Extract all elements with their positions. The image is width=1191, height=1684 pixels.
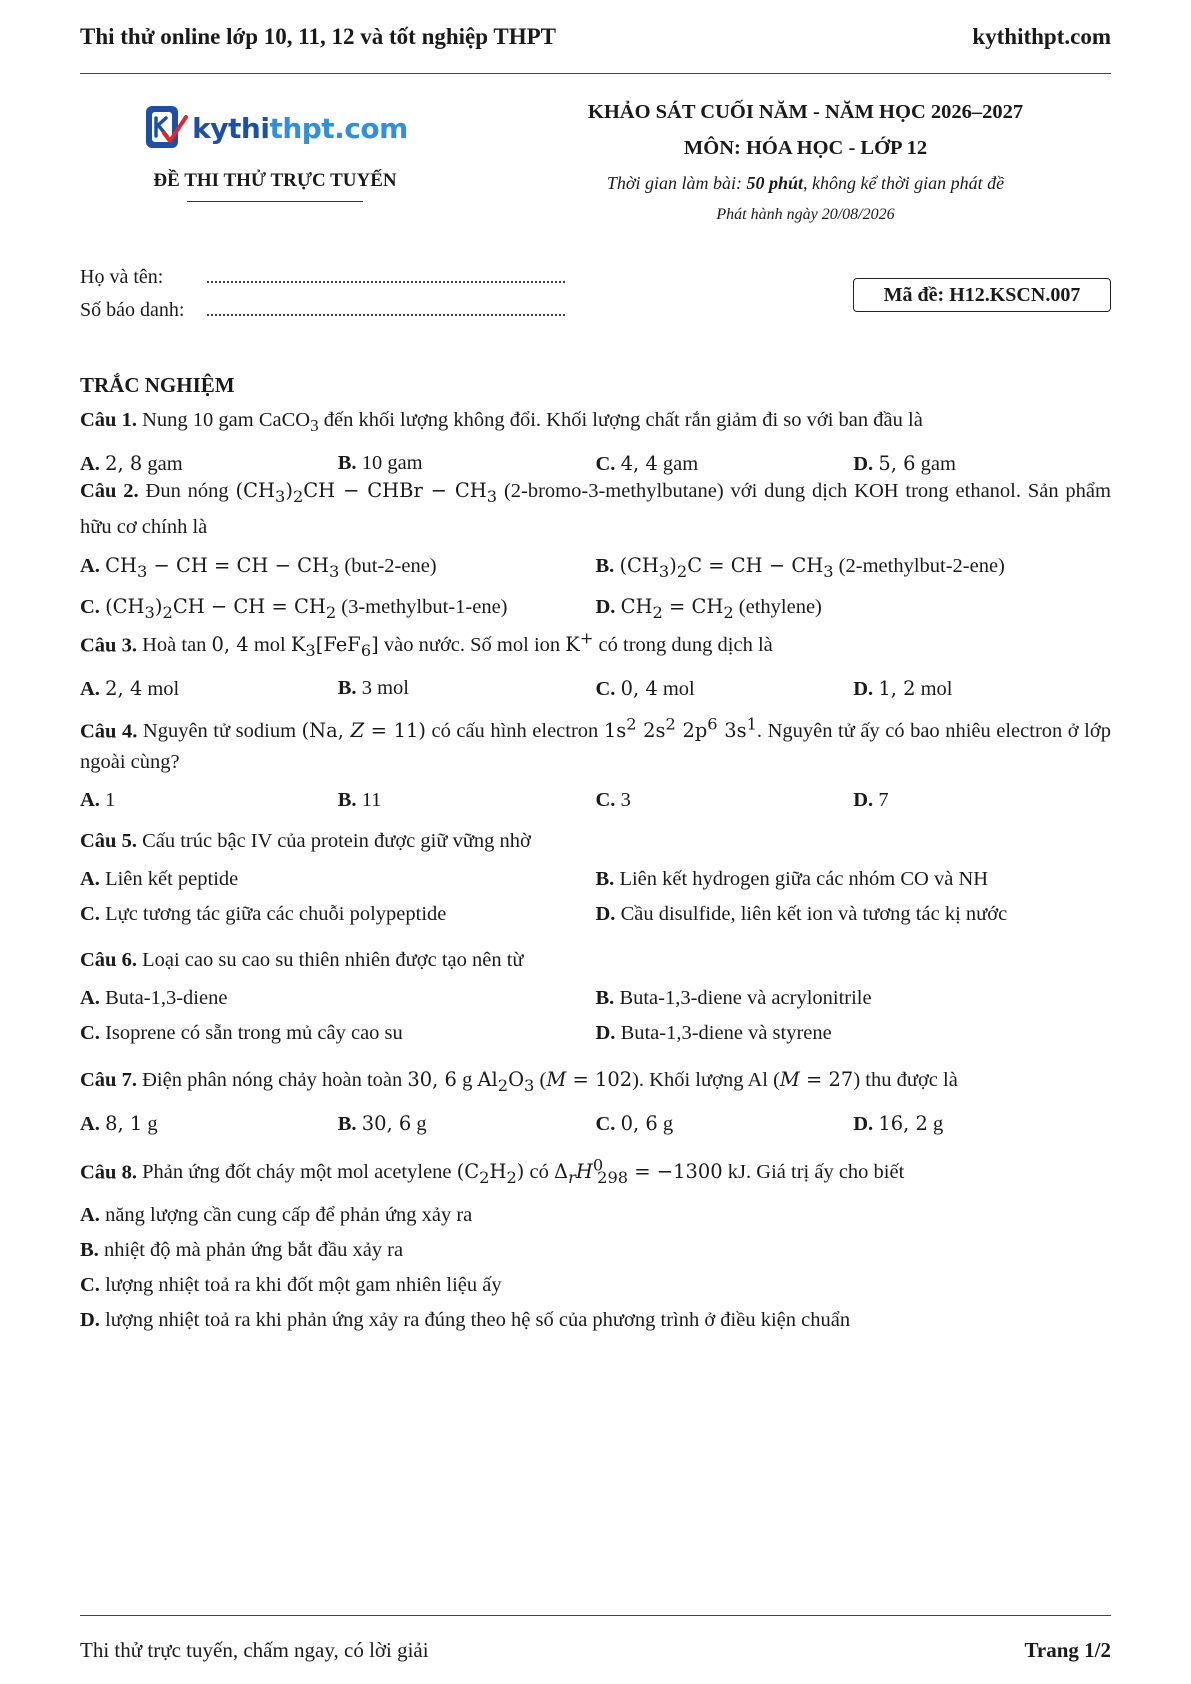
exam-page <box>80 0 1111 1684</box>
question-label: Câu 7. <box>80 1069 137 1091</box>
question-label: Câu 5. <box>80 830 137 852</box>
option-text: 1 <box>99 789 116 812</box>
option-text: 5, 6 gam <box>878 452 956 476</box>
answer-option-b[interactable] <box>596 548 1112 589</box>
name-field[interactable] <box>207 265 565 283</box>
answer-option-a[interactable] <box>80 981 596 1016</box>
answer-option-c[interactable] <box>596 1106 854 1142</box>
answer-option-d[interactable] <box>853 1106 1111 1142</box>
brand-block <box>80 100 470 202</box>
answer-option-a[interactable] <box>80 1198 1111 1233</box>
option-text: 30, 6 g <box>361 1111 427 1135</box>
option-text: Liên kết hydrogen giữa các nhóm CO và NH <box>614 868 989 890</box>
option-letter: A. <box>80 987 100 1009</box>
answer-option-b[interactable] <box>338 783 596 818</box>
answer-option-a[interactable] <box>80 783 338 818</box>
question-2 <box>80 475 1111 630</box>
answer-option-c[interactable] <box>596 671 854 707</box>
exam-release-date: Phát hành ngày 20/08/2026 <box>716 206 895 223</box>
brand-underline <box>187 201 363 202</box>
option-letter: B. <box>337 789 357 812</box>
running-footer <box>80 1638 1111 1663</box>
answer-option-d[interactable] <box>853 671 1111 707</box>
option-letter: B. <box>337 452 357 475</box>
answer-option-a[interactable] <box>80 862 596 897</box>
header-rule <box>80 73 1111 74</box>
option-letter: D. <box>853 1112 874 1135</box>
logo-wordmark: kythithpt.com <box>192 111 408 145</box>
option-text: $(CH_3)_2CH$ − CH = $CH_2$ (3-methylbut-1-ene) <box>105 594 508 622</box>
brand-subtitle: ĐỀ THI THỬ TRỰC TUYẾN <box>153 170 397 191</box>
answer-options <box>80 1198 1111 1338</box>
option-letter: D. <box>595 903 616 925</box>
option-letter: C. <box>595 789 616 812</box>
logo-mark-icon <box>142 103 188 153</box>
option-letter: D. <box>595 595 616 618</box>
question-label: Câu 6. <box>80 949 137 971</box>
option-text: $CH_2 = CH_2$ (ethylene) <box>620 594 822 622</box>
answer-option-b[interactable] <box>80 1233 1111 1268</box>
question-stem <box>80 826 1111 857</box>
option-text: 0, 4 mol <box>620 677 695 701</box>
option-letter: C. <box>595 678 616 701</box>
option-text: Buta-1,3-diene và styrene <box>615 1022 832 1044</box>
option-text: 4, 4 gam <box>620 452 699 476</box>
footer-rule <box>80 1615 1111 1616</box>
option-text: 11 <box>356 789 382 812</box>
question-label: Câu 2. <box>80 480 139 502</box>
option-letter: C. <box>80 903 100 925</box>
option-text: năng lượng cần cung cấp để phản ứng xảy ra <box>99 1204 473 1227</box>
answer-option-a[interactable] <box>80 548 596 589</box>
option-letter: B. <box>595 868 615 890</box>
answer-option-c[interactable] <box>80 1016 596 1051</box>
header-left-text: Thi thử online lớp 10, 11, 12 và tốt nghiệp THPT <box>80 24 556 49</box>
option-text: 7 <box>873 789 889 812</box>
question-7 <box>80 1064 1111 1142</box>
question-text: Loại cao su cao su thiên nhiên được tạo nên từ <box>136 949 524 971</box>
option-letter: B. <box>595 554 615 577</box>
option-letter: A. <box>80 1204 100 1227</box>
question-label: Câu 1. <box>80 409 137 431</box>
option-text: 16, 2 g <box>878 1111 944 1135</box>
section-title: TRẮC NGHIỆM <box>80 373 235 397</box>
question-label: Câu 8. <box>80 1161 137 1184</box>
option-letter: D. <box>853 789 874 812</box>
question-stem <box>80 945 1111 976</box>
running-header <box>80 22 1111 52</box>
option-text: nhiệt độ mà phản ứng bắt đầu xảy ra <box>98 1239 404 1262</box>
option-text: lượng nhiệt toả ra khi đốt một gam nhiên liệu ấy <box>99 1274 502 1297</box>
answer-options <box>80 981 1111 1051</box>
question-text: Đun nóng $(CH_3)_2CH$ − CHBr − $CH_3$ (2-bromo-3-methylbutane) với dung dịch KOH trong ethanol. Sản phẩm hữu cơ chính là <box>80 479 1111 538</box>
option-text: Isoprene có sẵn trong mủ cây cao su <box>99 1022 403 1044</box>
option-text: 3 <box>615 789 631 812</box>
header-site-link[interactable]: kythithpt.com <box>972 24 1111 49</box>
question-1 <box>80 405 1111 482</box>
option-letter: A. <box>80 554 100 577</box>
exam-info <box>500 94 1111 230</box>
answer-option-a[interactable] <box>80 1106 338 1142</box>
option-text: Buta-1,3-diene <box>99 987 228 1009</box>
option-text: 1, 2 mol <box>878 677 953 701</box>
answer-option-b[interactable] <box>338 671 596 707</box>
answer-option-b[interactable] <box>596 862 1112 897</box>
option-letter: D. <box>595 1022 616 1044</box>
option-text: lượng nhiệt toả ra khi phản ứng xảy ra đúng theo hệ số của phương trình ở điều kiện chuẩn <box>99 1309 851 1332</box>
option-letter: C. <box>80 595 100 618</box>
answer-option-c[interactable] <box>80 1268 1111 1303</box>
question-text: Nung 10 gam CaCO$_3$ đến khối lượng không đổi. Khối lượng chất rắn giảm đi so với ban đầu là <box>136 409 923 436</box>
option-letter: B. <box>595 987 615 1009</box>
exam-subject: MÔN: HÓA HỌC - LỚP 12 <box>683 137 928 159</box>
answer-option-c[interactable] <box>596 783 854 818</box>
question-stem <box>80 1064 1111 1101</box>
answer-option-d[interactable] <box>596 1016 1112 1051</box>
option-letter: D. <box>80 1309 100 1332</box>
option-text: Liên kết peptide <box>99 868 239 890</box>
option-text: Cầu disulfide, liên kết ion và tương tác kị nước <box>615 903 1008 925</box>
footer-tagline: Thi thử trực tuyến, chấm ngay, có lời giải <box>80 1638 429 1662</box>
option-letter: A. <box>80 868 100 890</box>
answer-option-d[interactable] <box>80 1303 1111 1338</box>
question-label: Câu 4. <box>80 720 138 743</box>
answer-options <box>80 548 1111 630</box>
option-letter: C. <box>80 1022 100 1044</box>
exam-title: KHẢO SÁT CUỐI NĂM - NĂM HỌC 2026–2027 <box>587 101 1024 123</box>
question-stem <box>80 475 1111 543</box>
question-8 <box>80 1150 1111 1338</box>
option-letter: A. <box>80 789 100 812</box>
answer-option-b[interactable] <box>596 981 1112 1016</box>
option-letter: A. <box>80 678 100 701</box>
option-text: 2, 4 mol <box>105 677 180 701</box>
question-6 <box>80 945 1111 1051</box>
page-number: Trang 1/2 <box>1024 1638 1111 1662</box>
question-text: Cấu trúc bậc IV của protein được giữ vững nhờ <box>136 830 531 852</box>
question-label: Câu 3. <box>80 634 137 657</box>
option-text: 3 mol <box>356 677 409 700</box>
question-3 <box>80 623 1111 707</box>
exam-code-badge: Mã đề: H12.KSCN.007 <box>853 278 1111 312</box>
question-text: Điện phân nóng chảy hoàn toàn 30, 6 g $Al_2O_3$ (M = 102). Khối lượng Al (M = 27) thu được là <box>136 1068 958 1095</box>
answer-options <box>80 1106 1111 1142</box>
name-label: Họ và tên: <box>80 266 164 288</box>
answer-option-a[interactable] <box>80 671 338 707</box>
option-text: 2, 8 gam <box>105 452 183 476</box>
answer-options <box>80 862 1111 932</box>
option-text: 0, 6 g <box>620 1111 674 1135</box>
option-text: 10 gam <box>356 452 423 475</box>
candidate-info <box>80 265 565 331</box>
question-stem <box>80 709 1111 778</box>
answer-option-d[interactable] <box>596 897 1112 932</box>
question-5 <box>80 826 1111 932</box>
question-stem <box>80 405 1111 441</box>
answer-options <box>80 783 1111 818</box>
exam-duration: Thời gian làm bài: 50 phút, không kể thời gian phát đề <box>606 173 1005 193</box>
option-letter: D. <box>853 678 874 701</box>
option-text: 8, 1 g <box>105 1111 158 1135</box>
option-text: Buta-1,3-diene và acrylonitrile <box>614 987 872 1009</box>
answer-options <box>80 671 1111 707</box>
answer-option-c[interactable] <box>80 897 596 932</box>
question-text: Phản ứng đốt cháy một mol acetylene $(C_2H_2)$ có $\Delta_rH^0_{298} = -1300$ kJ. Giá trị ấy cho biết <box>136 1156 905 1188</box>
question-text: Hoà tan 0, 4 mol $K_3[FeF_6]$ vào nước. Số mol ion K+ có trong dung dịch là <box>136 629 773 661</box>
option-letter: B. <box>80 1239 99 1262</box>
option-letter: C. <box>595 453 616 476</box>
answer-option-b[interactable] <box>338 1106 596 1142</box>
option-letter: B. <box>337 1112 357 1135</box>
answer-option-d[interactable] <box>853 783 1111 818</box>
site-logo[interactable] <box>80 100 470 156</box>
id-label: Số báo danh: <box>80 299 185 321</box>
question-stem <box>80 623 1111 666</box>
option-letter: B. <box>337 677 357 700</box>
option-text: $(CH_3)_2C$ = CH − $CH_3$ (2-methylbut-2-ene) <box>619 553 1005 581</box>
question-4 <box>80 709 1111 818</box>
option-letter: A. <box>80 1112 100 1135</box>
option-letter: A. <box>80 453 100 476</box>
option-letter: D. <box>853 453 874 476</box>
option-text: $CH_3$ − CH = CH − $CH_3$ (but-2-ene) <box>105 553 437 581</box>
question-stem <box>80 1150 1111 1193</box>
option-letter: C. <box>80 1274 100 1297</box>
option-text: Lực tương tác giữa các chuỗi polypeptide <box>99 903 447 925</box>
option-letter: C. <box>595 1112 616 1135</box>
id-field[interactable] <box>207 298 565 316</box>
question-text: Nguyên tử sodium (Na, Z = 11) có cấu hình electron $1s^2$ $2s^2$ $2p^6$ $3s^1$. Nguyên tử ấy có bao nhiêu electron ở lớp ngoài cùng? <box>80 715 1111 774</box>
